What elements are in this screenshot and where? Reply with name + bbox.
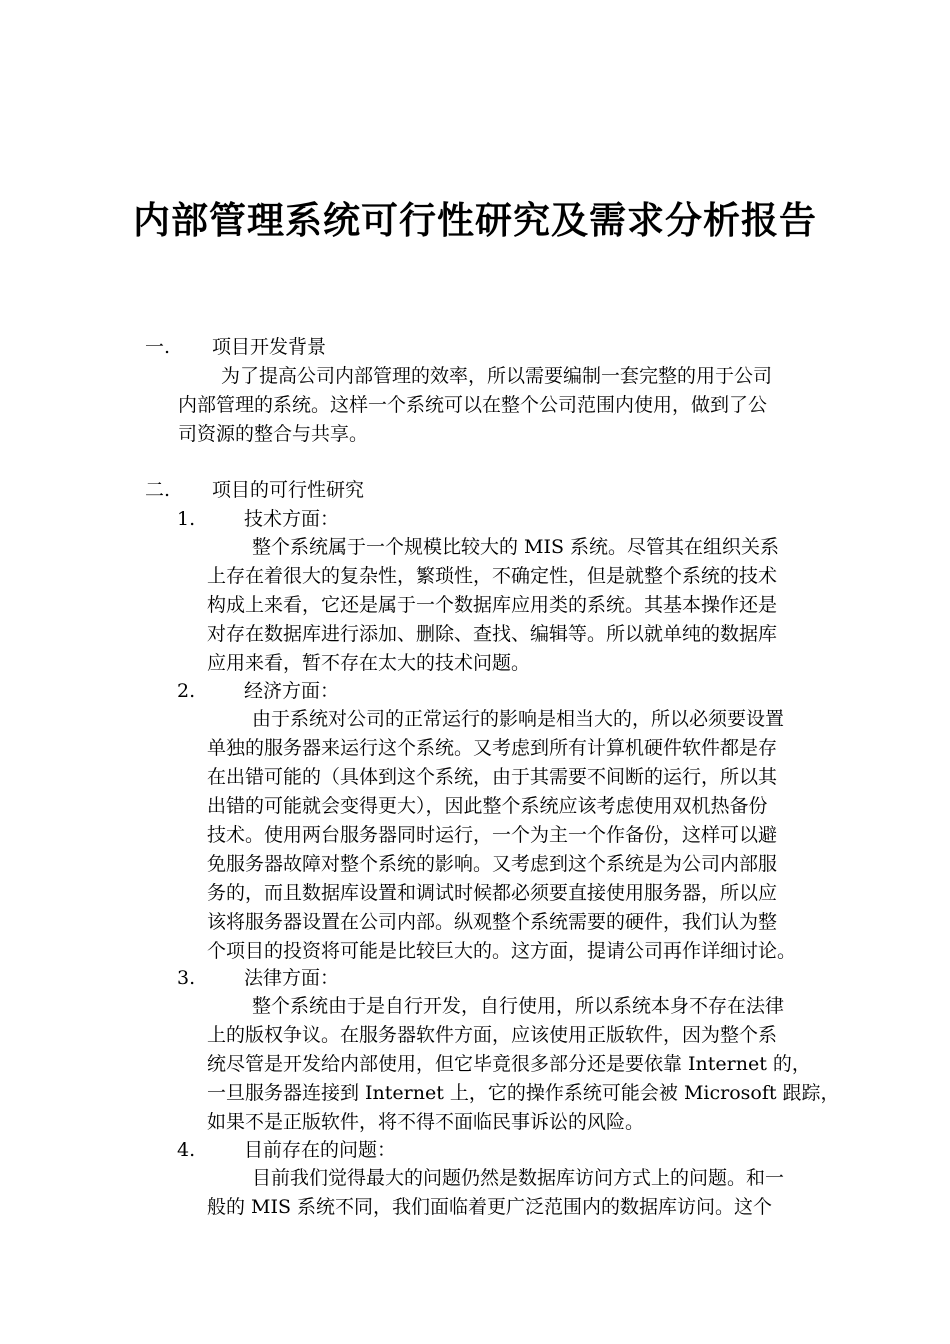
paragraph-line: 该将服务器设置在公司内部。纵观整个系统需要的硬件，我们认为整: [207, 911, 778, 933]
paragraph-line: 一旦服务器连接到 Internet 上，它的操作系统可能会被 Microsoft 跟踪，: [207, 1082, 840, 1104]
paragraph-line: 构成上来看，它还是属于一个数据库应用类的系统。其基本操作还是: [207, 594, 778, 616]
paragraph-line: 整个系统由于是自行开发，自行使用，所以系统本身不存在法律: [252, 995, 785, 1017]
subsection-paragraph-legal: [207, 992, 840, 1137]
paragraph-line: 为了提高公司内部管理的效率，所以需要编制一套完整的用于公司: [221, 365, 773, 387]
subsection-heading-legal: [177, 964, 339, 992]
paragraph-line: 对存在数据库进行添加、删除、查找、编辑等。所以就单纯的数据库: [207, 623, 778, 645]
subsection-title: 法律方面：: [244, 967, 340, 989]
paragraph-line: 上的版权争议。在服务器软件方面，应该使用正版软件，因为整个系: [207, 1024, 778, 1046]
section-number: 二.: [145, 479, 171, 501]
subsection-title: 技术方面：: [244, 508, 340, 530]
subsection-number: 1.: [177, 508, 196, 530]
paragraph-line: 上存在着很大的复杂性，繁琐性，不确定性，但是就整个系统的技术: [207, 565, 778, 587]
subsection-heading-economic: [177, 677, 339, 705]
paragraph-line: 免服务器故障对整个系统的影响。又考虑到这个系统是为公司内部服: [207, 853, 778, 875]
paragraph-line: 内部管理的系统。这样一个系统可以在整个公司范围内使用，做到了公: [178, 394, 768, 416]
subsection-paragraph-issues: [207, 1164, 784, 1222]
paragraph-line: 如果不是正版软件，将不得不面临民事诉讼的风险。: [207, 1111, 645, 1133]
paragraph-line: 应用来看，暂不存在太大的技术问题。: [207, 652, 531, 674]
paragraph-line: 由于系统对公司的正常运行的影响是相当大的，所以必须要设置: [252, 708, 785, 730]
section-number: 一.: [145, 336, 171, 358]
subsection-number: 2.: [177, 680, 196, 702]
section-heading-1: [145, 333, 326, 361]
paragraph-line: 务的，而且数据库设置和调试时候都必须要直接使用服务器，所以应: [207, 882, 778, 904]
section-paragraph-1: [178, 362, 772, 449]
paragraph-line: 技术。使用两台服务器同时运行，一个为主一个作备份，这样可以避: [207, 824, 778, 846]
paragraph-line: 司资源的整合与共享。: [178, 423, 369, 445]
paragraph-line: 整个系统属于一个规模比较大的 MIS 系统。尽管其在组织关系: [252, 536, 780, 558]
paragraph-line: 单独的服务器来运行这个系统。又考虑到所有计算机硬件软件都是存: [207, 737, 778, 759]
paragraph-line: 在出错可能的（具体到这个系统，由于其需要不间断的运行，所以其: [207, 766, 778, 788]
subsection-number: 4.: [177, 1139, 196, 1161]
paragraph-line: 目前我们觉得最大的问题仍然是数据库访问方式上的问题。和一: [252, 1167, 785, 1189]
paragraph-line: 统尽管是开发给内部使用，但它毕竟很多部分还是要依靠 Internet 的，: [207, 1053, 811, 1075]
section-title: 项目的可行性研究: [212, 479, 365, 501]
subsection-heading-technical: [177, 505, 339, 533]
subsection-paragraph-technical: [207, 533, 779, 678]
subsection-paragraph-economic: [207, 705, 796, 966]
subsection-number: 3.: [177, 967, 196, 989]
subsection-heading-issues: [177, 1136, 396, 1164]
section-title: 项目开发背景: [212, 336, 327, 358]
paragraph-line: 般的 MIS 系统不同，我们面临着更广泛范围内的数据库访问。这个: [207, 1196, 773, 1218]
subsection-title: 经济方面：: [244, 680, 340, 702]
paragraph-line: 出错的可能就会变得更大），因此整个系统应该考虑使用双机热备份: [207, 795, 768, 817]
paragraph-line: 个项目的投资将可能是比较巨大的。这方面，提请公司再作详细讨论。: [207, 940, 797, 962]
document-title: 内部管理系统可行性研究及需求分析报告: [133, 198, 817, 242]
subsection-title: 目前存在的问题：: [244, 1139, 397, 1161]
section-heading-2: [145, 476, 364, 504]
